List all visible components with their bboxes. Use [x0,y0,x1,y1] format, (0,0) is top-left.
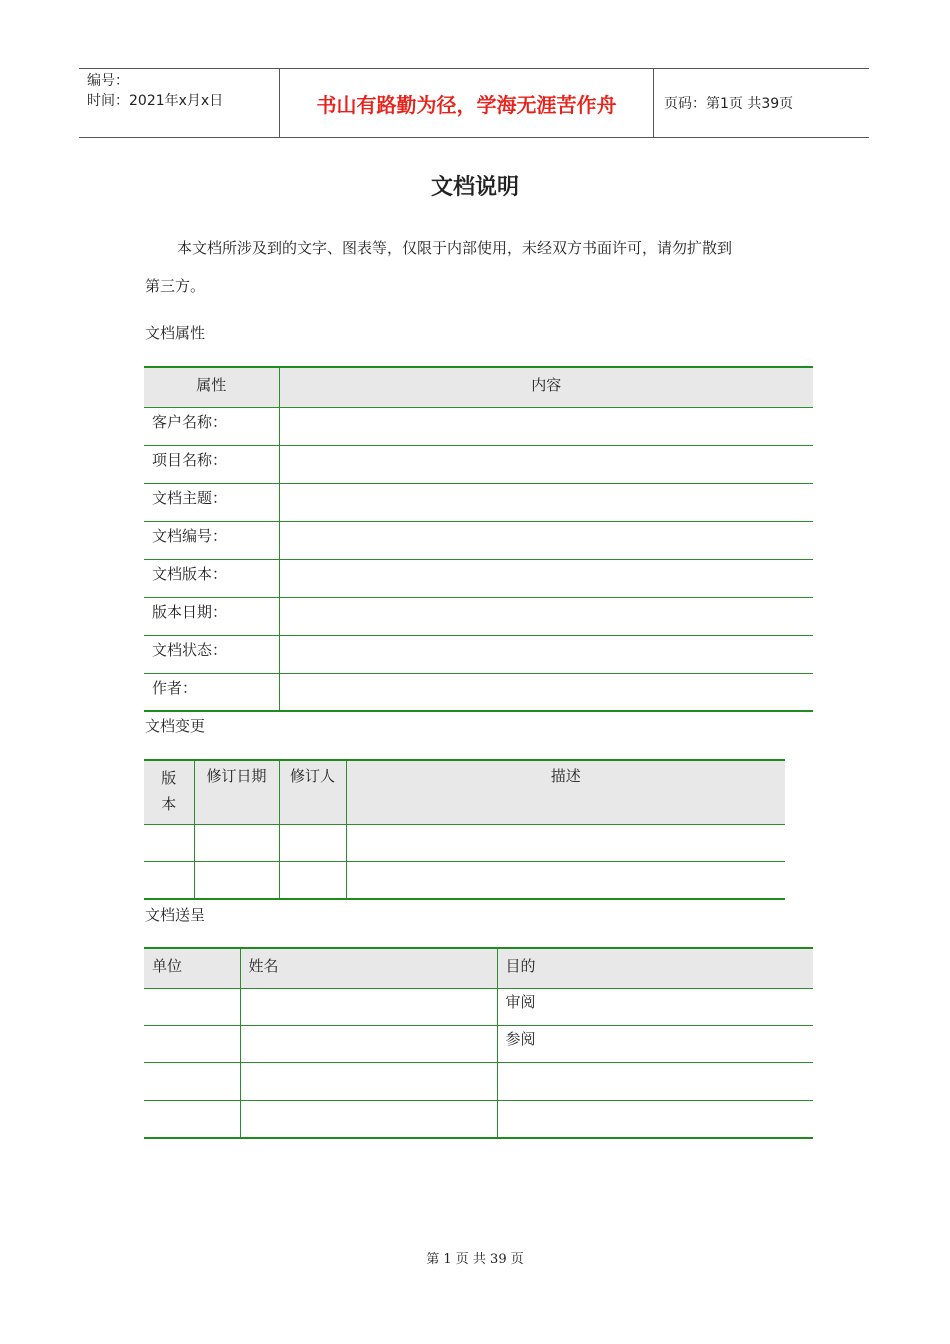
col-unit: 单位 [144,948,240,988]
delivery-table [144,947,813,1139]
col-attr: 属性 [144,367,279,407]
attr-value [279,635,813,673]
purpose-cell [497,1062,813,1100]
intro-line-1: 本文档所涉及到的文字、图表等，仅限于内部使用，未经双方书面许可，请勿扩散到 [177,239,733,257]
attr-value [279,521,813,559]
table-cell [194,824,279,861]
purpose-cell: 审阅 [497,988,813,1025]
table-cell [279,861,346,899]
table-row [144,635,813,673]
table-header-row [144,367,813,407]
table-cell [240,1025,497,1062]
attr-value [279,559,813,597]
purpose-cell [497,1100,813,1138]
attr-name: 客户名称： [144,407,279,445]
attributes-table [144,366,813,712]
table-row [144,445,813,483]
col-name: 姓名 [240,948,497,988]
page-title: 文档说明 [430,175,519,200]
table-row [144,861,785,899]
doc-number-label: 编号： [87,73,129,89]
delivery-label: 文档送呈 [145,906,206,924]
table-row [144,1100,813,1138]
table-row [144,824,785,861]
attr-name: 文档状态： [144,635,279,673]
changes-label: 文档变更 [145,717,206,735]
table-row [144,483,813,521]
table-cell [346,824,785,861]
header-meta [79,69,280,137]
attributes-label: 文档属性 [145,324,206,342]
header-motto: 书山有路勤为径，学海无涯苦作舟 [280,69,654,137]
table-cell [144,861,194,899]
purpose-cell: 参阅 [497,1025,813,1062]
attr-name: 版本日期： [144,597,279,635]
table-cell [346,861,785,899]
table-row [144,597,813,635]
table-cell [240,988,497,1025]
attr-name: 文档版本： [144,559,279,597]
table-cell [240,1100,497,1138]
page-footer: 第 1 页 共 39 页 [426,1252,524,1267]
table-cell [279,824,346,861]
col-revision-date: 修订日期 [194,760,279,824]
table-header-row [144,948,813,988]
attr-value [279,483,813,521]
table-cell [144,1025,240,1062]
table-cell [144,1100,240,1138]
table-cell [194,861,279,899]
table-cell [240,1062,497,1100]
table-row [144,521,813,559]
page-header [79,68,869,138]
header-page-info: 页码：第1页 共39页 [664,96,794,112]
attr-value [279,597,813,635]
table-row [144,407,813,445]
col-reviser: 修订人 [279,760,346,824]
intro-line-2: 第三方。 [145,277,206,295]
attr-value [279,407,813,445]
doc-time-label: 时间：2021年x月x日 [87,93,224,109]
attr-name: 文档编号： [144,521,279,559]
table-cell [144,988,240,1025]
table-cell [144,824,194,861]
attr-name: 项目名称： [144,445,279,483]
attr-value [279,445,813,483]
col-version: 版本 [144,760,194,824]
table-cell [144,1062,240,1100]
attr-value [279,673,813,711]
col-description: 描述 [346,760,785,824]
attr-name: 文档主题： [144,483,279,521]
table-row [144,673,813,711]
table-row [144,1025,813,1062]
col-content: 内容 [279,367,813,407]
attr-name: 作者： [144,673,279,711]
table-header-row [144,760,785,824]
table-row [144,988,813,1025]
table-row [144,1062,813,1100]
table-row [144,559,813,597]
changes-table [144,759,785,900]
col-purpose: 目的 [497,948,813,988]
